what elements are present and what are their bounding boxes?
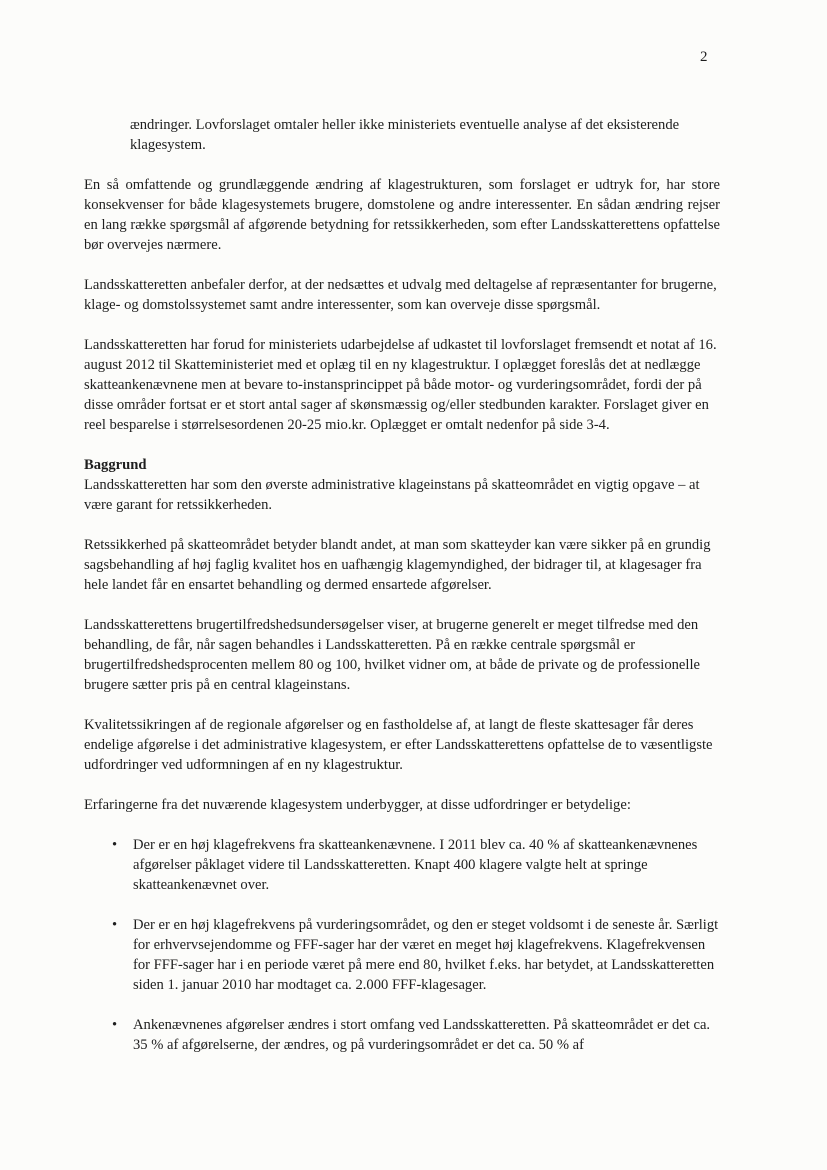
list-item (84, 915, 720, 995)
bullet-list (84, 835, 720, 1055)
section-heading: Baggrund (84, 457, 147, 473)
paragraph: Landsskatteretten har som den øverste administrative klageinstans på skatteområdet en vigtig opgave – at være garant for retssikkerheden. (84, 477, 700, 513)
document-body (84, 115, 720, 1075)
paragraph: Retssikkerhed på skatteområdet betyder blandt andet, at man som skatteyder kan være sikker på en grundig sagsbehandling af høj faglig kvalitet hos en uafhængig klagemyndighed, der bidrager til, at klagesager fra hele landet får en ensartet behandling og dermed ensartede afgørelser. (84, 537, 711, 593)
paragraph: Landsskatteretten anbefaler derfor, at der nedsættes et udvalg med deltagelse af repræsentanter for brugerne, klage- og domstolssystemet samt andre interessenter, som kan overveje disse spørgsmål. (84, 277, 717, 313)
background-section (84, 455, 720, 515)
list-item-text: Ankenævnenes afgørelser ændres i stort omfang ved Landsskatteretten. På skatteområdet er det ca. 35 % af afgørelserne, der ændres, og på vurderingsområdet er det ca. 50 % af (133, 1017, 711, 1053)
list-item (84, 1015, 720, 1055)
list-item-text: Der er en høj klagefrekvens på vurderingsområdet, og den er steget voldsomt i de seneste år. Særligt for erhvervsejendomme og FFF-sager har der været en meget høj klagefrekvens. Klagefrekvensen for FFF-sager har i en periode været på mere end 80, hvilket f.eks. har betydet, at Landsskatteretten siden 1. januar 2010 har modtaget ca. 2.000 FFF-klagesager. (133, 917, 719, 993)
paragraph: En så omfattende og grundlæggende ændring af klagestrukturen, som forslaget er udtryk for, har store konsekvenser for både klagesystemets brugere, domstolene og andre interessenter. En sådan ændring rejser en lang række spørgsmål af afgørende betydning for retssikkerheden, som efter Landsskatterettens opfattelse bør overvejes nærmere. (84, 177, 720, 253)
paragraph: Kvalitetssikringen af de regionale afgørelser og en fastholdelse af, at langt de fleste skattesager får deres endelige afgørelse i det administrative klagesystem, er efter Landsskatterettens opfattelse de to væsentligste udfordringer ved udformningen af en ny klagestruktur. (84, 717, 713, 773)
list-item (84, 835, 720, 895)
page-number: 2 (700, 49, 708, 65)
paragraph-continuation: ændringer. Lovforslaget omtaler heller ikke ministeriets eventuelle analyse af det eksisterende klagesystem. (130, 117, 680, 153)
bullet-icon: • (112, 917, 118, 933)
bullet-icon: • (112, 837, 118, 853)
bullet-icon: • (112, 1017, 118, 1033)
paragraph: Erfaringerne fra det nuværende klagesystem underbygger, at disse udfordringer er betydelige: (84, 797, 631, 813)
paragraph: Landsskatteretten har forud for ministeriets udarbejdelse af udkastet til lovforslaget fremsendt et notat af 16. august 2012 til Skatteministeriet med et oplæg til en ny klagestruktur. I oplægget foreslås det at nedlægge skatteankenævnene men at bevare to-instansprincippet på både motor- og vurderingsområdet, fordi der på disse områder fortsat er et stort antal sager af skønsmæssig og/eller stedbunden karakter. Forslaget giver en reel besparelse i størrelsesordenen 20-25 mio.kr. Oplægget er omtalt nedenfor på side 3-4. (84, 337, 717, 433)
paragraph: Landsskatterettens brugertilfredshedsundersøgelser viser, at brugerne generelt er meget tilfredse med den behandling, de får, når sagen behandles i Landsskatteretten. På en række centrale spørgsmål er brugertilfredshedsprocenten mellem 80 og 100, hvilket vidner om, at både de private og de professionelle brugere sætter pris på en central klageinstans. (84, 617, 700, 693)
list-item-text: Der er en høj klagefrekvens fra skatteankenævnene. I 2011 blev ca. 40 % af skatteankenævnenes afgørelser påklaget videre til Landsskatteretten. Knapt 400 klagere valgte helt at springe skatteankenævnet over. (133, 837, 698, 893)
